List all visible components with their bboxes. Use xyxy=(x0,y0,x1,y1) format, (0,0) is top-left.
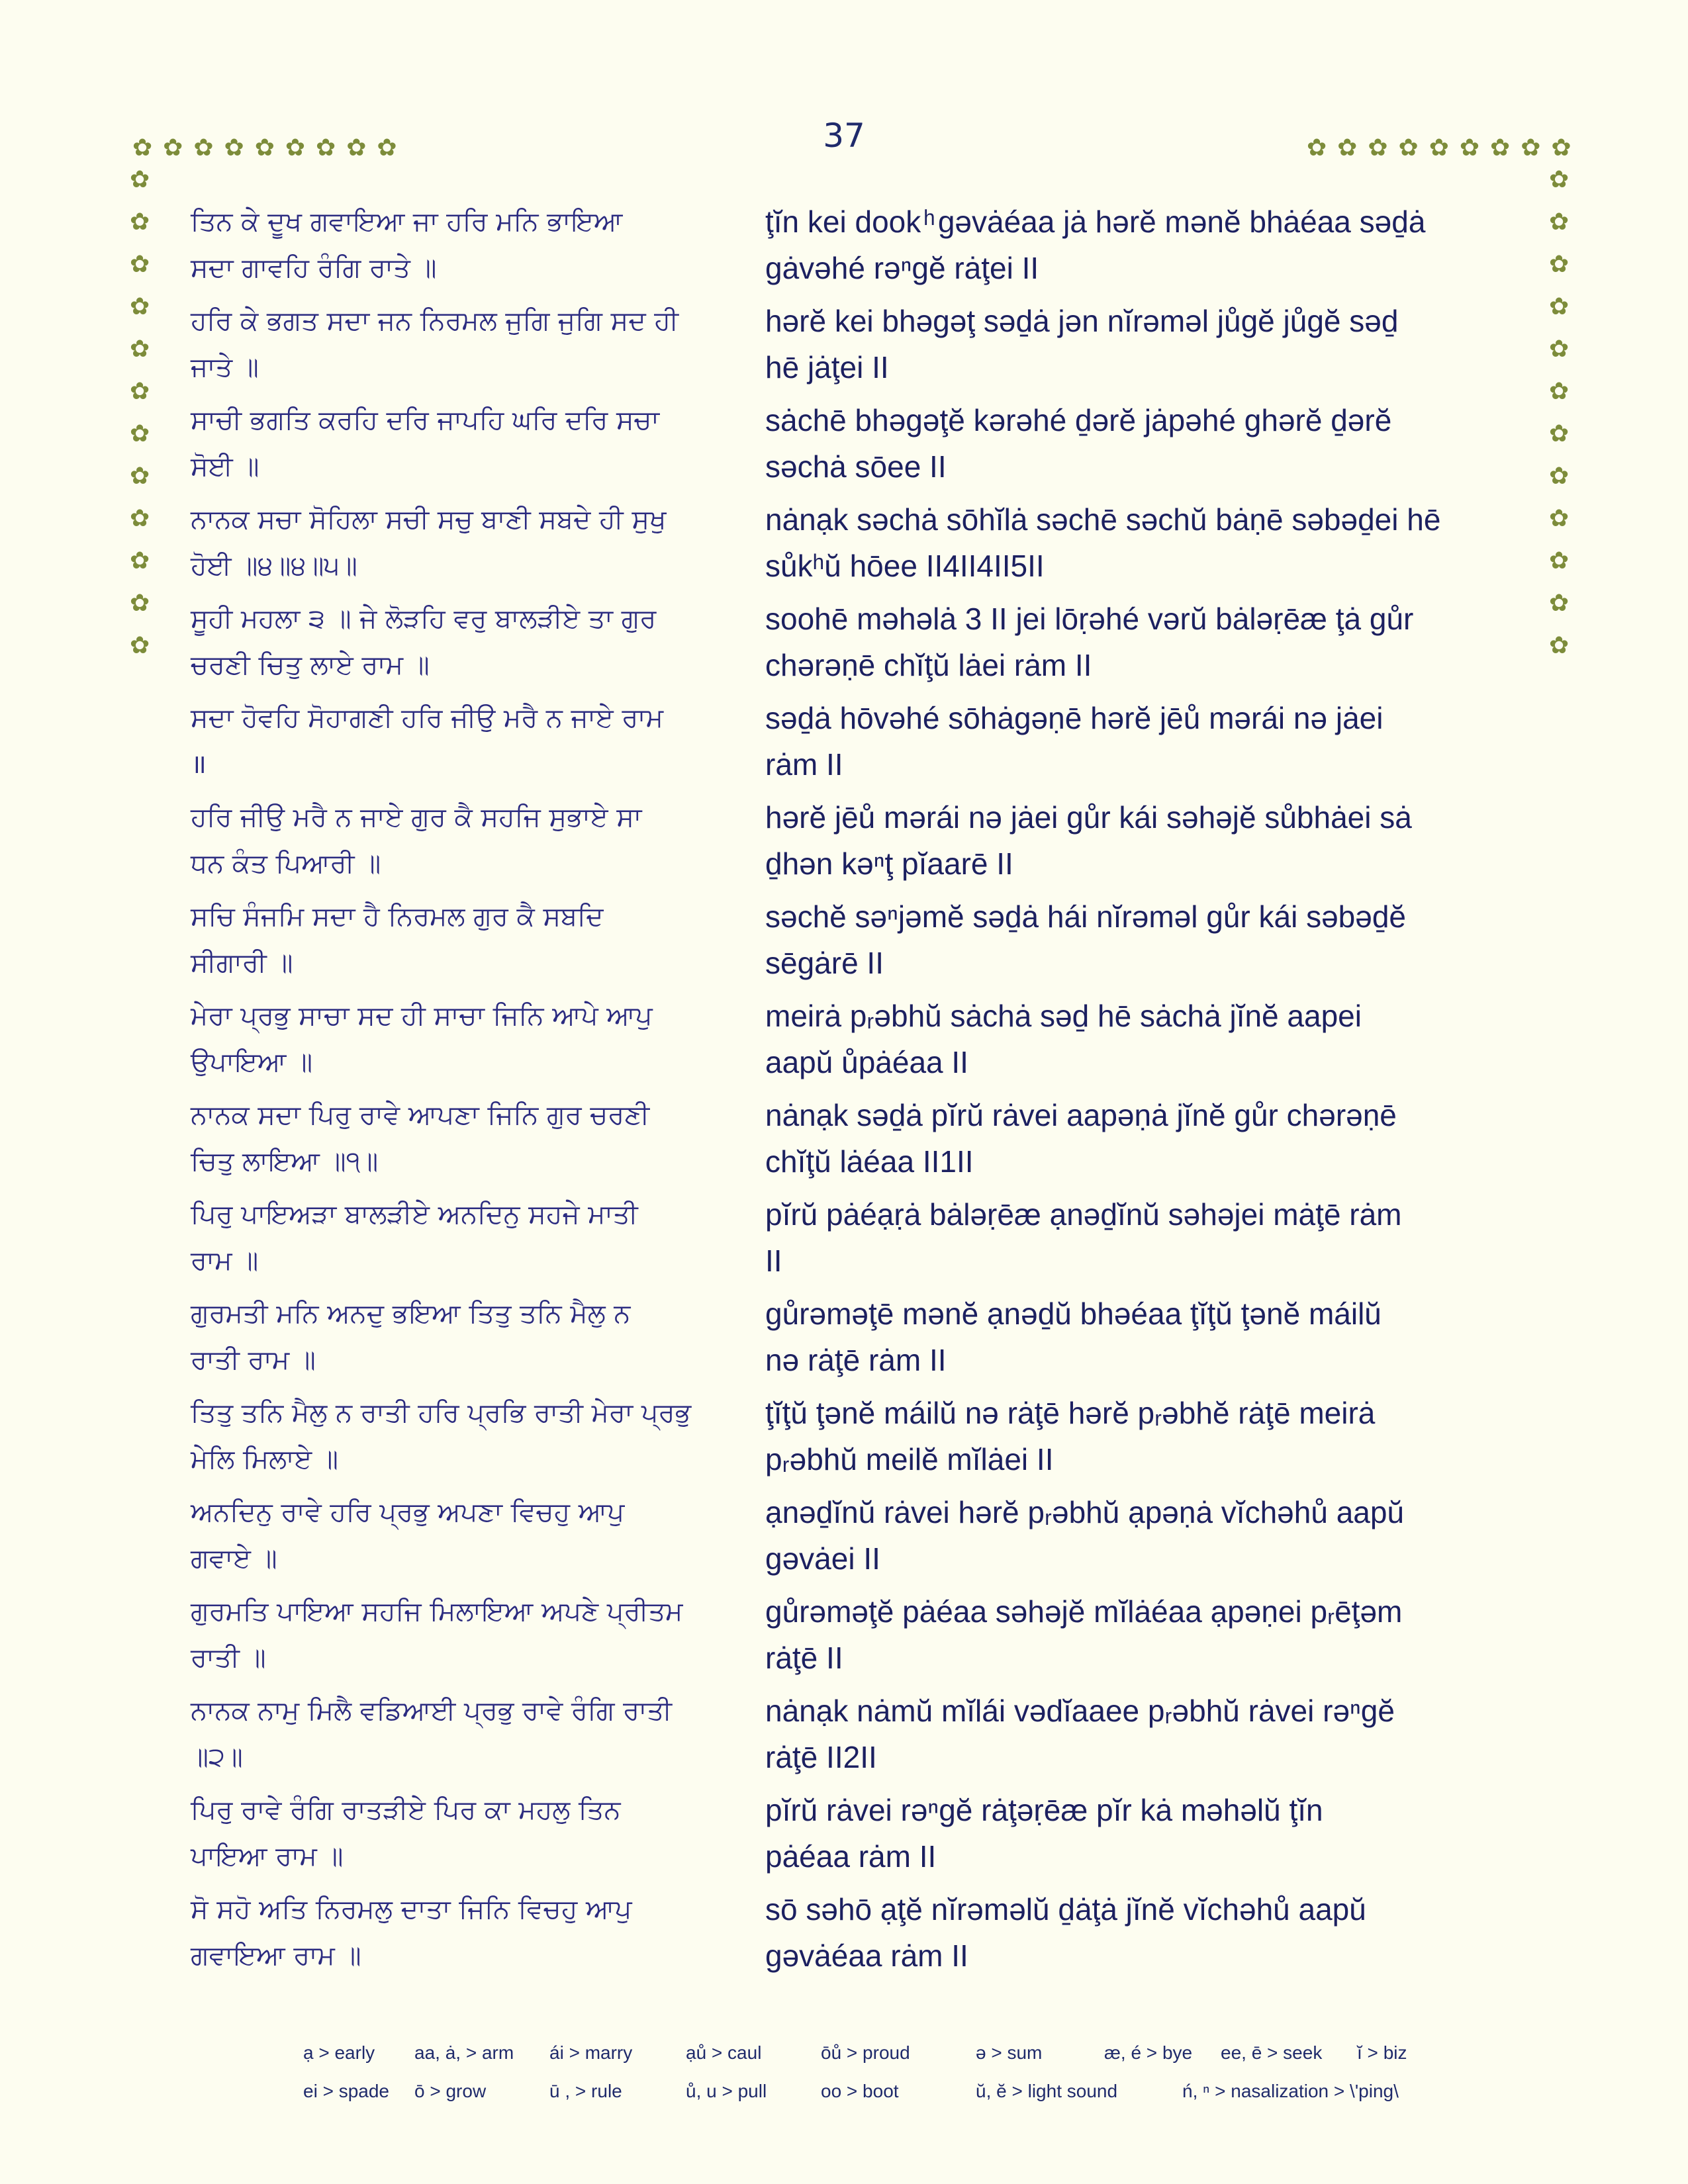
transliteration-text: gůrəməţē mənĕ ạnəḏŭ bhəéaa ţĭţŭ ţənĕ máilŭ nə rȧţē rȧm II xyxy=(765,1297,1382,1377)
flower-icon: ✿ xyxy=(254,134,275,161)
flower-icon: ✿ xyxy=(1549,505,1570,532)
flower-icon: ✿ xyxy=(1549,251,1570,278)
verse-row xyxy=(191,496,1528,596)
flower-icon: ✿ xyxy=(1549,293,1570,320)
transliteration-text: gůrəməţĕ pȧéaa səhəjĕ mĭlȧéaa ạpəṇei pᵣēţəm rȧţē II xyxy=(765,1594,1403,1675)
flower-icon: ✿ xyxy=(346,134,367,161)
flower-icon: ✿ xyxy=(1429,134,1449,161)
verse-row xyxy=(191,397,1528,496)
verse-row xyxy=(191,1886,1528,1985)
ornament-right-column xyxy=(1549,168,1569,658)
transliteration-text: ţĭn kei dook ͪ gəvȧéaa jȧ hərĕ mənĕ bhȧéaa səḏȧ gȧvəhé rəⁿgĕ rȧţei II xyxy=(765,205,1426,285)
gurmukhi-text: ਹਰਿ ਕੇ ਭਗਤ ਸਦਾ ਜਨ ਨਿਰਮਲ ਜੁਗਿ ਜੁਗਿ ਸਦ ਹੀ ਜਾਤੇ ॥ xyxy=(191,306,679,383)
gurmukhi-text: ਸਾਚੀ ਭਗਤਿ ਕਰਹਿ ਦਰਿ ਜਾਪਹਿ ਘਰਿ ਦਰਿ ਸਚਾ ਸੋਈ ॥ xyxy=(191,405,660,482)
verse-row xyxy=(191,695,1528,794)
verse-row xyxy=(191,1787,1528,1886)
flower-icon: ✿ xyxy=(1368,134,1388,161)
transliteration-text: hərĕ kei bhəgəţ səḏȧ jən nĭrəməl jůgĕ jůgĕ səḏ hē jȧţei II xyxy=(765,304,1399,385)
flower-icon: ✿ xyxy=(1490,134,1511,161)
transliteration-text: səḏȧ hōvəhé sōhȧgəṇē hərĕ jēů mərái nə jȧei rȧm II xyxy=(765,701,1383,782)
flower-icon: ✿ xyxy=(1549,166,1570,193)
transliteration-text: ạnəḏĭnŭ rȧvei hərĕ pᵣəbhŭ ạpəṇȧ vĭchəhů aapŭ gəvȧei II xyxy=(765,1495,1405,1576)
flower-icon: ✿ xyxy=(1459,134,1480,161)
transliteration-text: soohē məhəlȧ 3 II jei lōṛəhé vərŭ bȧləṛēæ ţȧ gůr chərəṇē chĭţŭ lȧei rȧm II xyxy=(765,602,1414,682)
legend-row xyxy=(303,2042,1468,2081)
transliteration-text: nȧnạk nȧmŭ mĭlái vədĭaaee pᵣəbhŭ rȧvei rəⁿgĕ rȧţē II2II xyxy=(765,1694,1395,1774)
flower-icon: ✿ xyxy=(130,547,150,574)
gurmukhi-text: ਤਿਤੁ ਤਨਿ ਮੈਲੁ ਨ ਰਾਤੀ ਹਰਿ ਪ੍ਰਭਿ ਰਾਤੀ ਮੇਰਾ ਪ੍ਰਭੁ ਮੇਲਿ ਮਿਲਾਏ ॥ xyxy=(191,1398,692,1475)
flower-icon: ✿ xyxy=(163,134,183,161)
flower-icon: ✿ xyxy=(130,632,150,659)
gurmukhi-text: ਨਾਨਕ ਸਚਾ ਸੋਹਿਲਾ ਸਚੀ ਸਚੁ ਬਾਣੀ ਸਬਦੇ ਹੀ ਸੁਖੁ ਹੋਈ ॥੪॥੪॥੫॥ xyxy=(191,504,667,581)
legend-item: ee, ē > seek xyxy=(1221,2042,1323,2063)
legend-item: ń, ⁿ > nasalization > \'ping\ xyxy=(1182,2081,1399,2101)
verse-row xyxy=(191,1191,1528,1291)
gurmukhi-text: ਨਾਨਕ ਸਦਾ ਪਿਰੁ ਰਾਵੇ ਆਪਣਾ ਜਿਨਿ ਗੁਰ ਚਰਣੀ ਚਿਤੁ ਲਾਇਆ ॥੧॥ xyxy=(191,1100,650,1177)
flower-icon: ✿ xyxy=(130,166,150,193)
ornament-top-left xyxy=(132,136,397,160)
transliteration-text: sō səhō ạţĕ nĭrəməlŭ ḏȧţȧ jĭnĕ vĭchəhů aapŭ gəvȧéaa rȧm II xyxy=(765,1892,1366,1973)
flower-icon: ✿ xyxy=(130,463,150,490)
verse-row xyxy=(191,1390,1528,1489)
flower-icon: ✿ xyxy=(1549,547,1570,574)
verse-row xyxy=(191,1688,1528,1787)
gurmukhi-text: ਪਿਰੁ ਰਾਵੇ ਰੰਗਿ ਰਾਤੜੀਏ ਪਿਰ ਕਾ ਮਹਲੁ ਤਿਨ ਪਾਇਆ ਰਾਮ ॥ xyxy=(191,1795,621,1872)
flower-icon: ✿ xyxy=(1551,134,1571,161)
flower-icon: ✿ xyxy=(1549,632,1570,659)
transliteration-text: meirȧ pᵣəbhŭ sȧchȧ səḏ hē sȧchȧ jĭnĕ aapei aapŭ ůpȧéaa II xyxy=(765,999,1362,1079)
pronunciation-legend xyxy=(303,2042,1468,2119)
legend-item: ạů > caul xyxy=(686,2042,762,2063)
transliteration-text: hərĕ jēů mərái nə jȧei gůr kái səhəjĕ sůbhȧei sȧ ḏhən kəⁿţ pĭaarē II xyxy=(765,800,1412,881)
flower-icon: ✿ xyxy=(1521,134,1541,161)
verse-row xyxy=(191,298,1528,397)
legend-item: ō > grow xyxy=(414,2081,487,2101)
transliteration-text: nȧnạk səchȧ sōhĭlȧ səchē səchŭ bȧṇē səbəḏei hē sůkʰŭ hōee II4II4II5II xyxy=(765,502,1441,583)
page-number: 37 xyxy=(823,116,865,155)
legend-item: ū , > rule xyxy=(549,2081,622,2101)
flower-icon: ✿ xyxy=(1307,134,1327,161)
flower-icon: ✿ xyxy=(130,590,150,617)
flower-icon: ✿ xyxy=(224,134,244,161)
legend-item: æ, é > bye xyxy=(1104,2042,1193,2063)
verse-row xyxy=(191,1092,1528,1191)
verse-row xyxy=(191,1489,1528,1588)
transliteration-text: pĭrŭ rȧvei rəⁿgĕ rȧţəṛēæ pĭr kȧ məhəlŭ ţĭn pȧéaa rȧm II xyxy=(765,1793,1323,1874)
legend-item: ōů > proud xyxy=(821,2042,910,2063)
flower-icon: ✿ xyxy=(1398,134,1419,161)
flower-icon: ✿ xyxy=(316,134,336,161)
flower-icon: ✿ xyxy=(130,251,150,278)
gurmukhi-text: ਹਰਿ ਜੀਉ ਮਰੈ ਨ ਜਾਏ ਗੁਰ ਕੈ ਸਹਜਿ ਸੁਭਾਏ ਸਾ ਧਨ ਕੰਤ ਪਿਆਰੀ ॥ xyxy=(191,802,642,879)
gurmukhi-text: ਸੋ ਸਹੋ ਅਤਿ ਨਿਰਮਲੁ ਦਾਤਾ ਜਿਨਿ ਵਿਚਹੁ ਆਪੁ ਗਵਾਇਆ ਰਾਮ ॥ xyxy=(191,1894,632,1971)
flower-icon: ✿ xyxy=(1549,463,1570,490)
flower-icon: ✿ xyxy=(193,134,214,161)
transliteration-text: pĭrŭ pȧéạṛȧ bȧləṛēæ ạnəḏĭnŭ səhəjei mȧţē rȧm II xyxy=(765,1197,1402,1278)
verse-row xyxy=(191,993,1528,1092)
legend-row xyxy=(303,2081,1468,2119)
flower-icon: ✿ xyxy=(1549,336,1570,363)
gurmukhi-text: ਤਿਨ ਕੇ ਦੂਖ ਗਵਾਇਆ ਜਾ ਹਰਿ ਮਨਿ ਭਾਇਆ ਸਦਾ ਗਾਵਹਿ ਰੰਗਿ ਰਾਤੇ ॥ xyxy=(191,206,623,283)
flower-icon: ✿ xyxy=(1549,208,1570,236)
verse-row xyxy=(191,596,1528,695)
legend-item: ĭ > biz xyxy=(1357,2042,1407,2063)
legend-item: aa, ȧ, > arm xyxy=(414,2042,514,2063)
transliteration-text: səchĕ səⁿjəmĕ səḏȧ hái nĭrəməl gůr kái səbəḏĕ sēgȧrē II xyxy=(765,899,1406,980)
transliteration-text: nȧnạk səḏȧ pĭrŭ rȧvei aapəṇȧ jĭnĕ gůr chərəṇē chĭţŭ lȧéaa II1II xyxy=(765,1098,1397,1179)
flower-icon: ✿ xyxy=(130,420,150,447)
gurmukhi-text: ਨਾਨਕ ਨਾਮੁ ਮਿਲੈ ਵਡਿਆਈ ਪ੍ਰਭੁ ਰਾਵੇ ਰੰਗਿ ਰਾਤੀ ॥੨॥ xyxy=(191,1696,673,1772)
gurmukhi-text: ਸਚਿ ਸੰਜਮਿ ਸਦਾ ਹੈ ਨਿਰਮਲ ਗੁਰ ਕੈ ਸਬਦਿ ਸੀਗਾਰੀ ॥ xyxy=(191,901,604,978)
gurmukhi-text: ਪਿਰੁ ਪਾਇਅੜਾ ਬਾਲੜੀਏ ਅਨਦਿਨੁ ਸਹਜੇ ਮਾਤੀ ਰਾਮ ॥ xyxy=(191,1199,638,1276)
ornament-left-column xyxy=(130,168,150,658)
verse-row xyxy=(191,199,1528,298)
verse-row xyxy=(191,1588,1528,1688)
flower-icon: ✿ xyxy=(1549,590,1570,617)
flower-icon: ✿ xyxy=(130,336,150,363)
legend-item: ei > spade xyxy=(303,2081,389,2101)
gurmukhi-text: ਸਦਾ ਹੋਵਹਿ ਸੋਹਾਗਣੀ ਹਰਿ ਜੀਉ ਮਰੈ ਨ ਜਾਏ ਰਾਮ ॥ xyxy=(191,703,664,780)
legend-item: ə > sum xyxy=(976,2042,1043,2063)
flower-icon: ✿ xyxy=(1549,420,1570,447)
legend-item: ů, u > pull xyxy=(686,2081,767,2101)
transliteration-text: sȧchē bhəgəţĕ kərəhé ḏərĕ jȧpəhé ghərĕ ḏərĕ səchȧ sōee II xyxy=(765,403,1392,484)
verse-row xyxy=(191,1291,1528,1390)
gurmukhi-text: ਮੇਰਾ ਪ੍ਰਭੁ ਸਾਚਾ ਸਦ ਹੀ ਸਾਚਾ ਜਿਨਿ ਆਪੇ ਆਪੁ ਉਪਾਇਆ ॥ xyxy=(191,1001,653,1077)
gurmukhi-text: ਸੂਹੀ ਮਹਲਾ ੩ ॥ ਜੇ ਲੋੜਹਿ ਵਰੁ ਬਾਲੜੀਏ ਤਾ ਗੁਰ ਚਰਣੀ ਚਿਤੁ ਲਾਏ ਰਾਮ ॥ xyxy=(191,604,657,680)
gurmukhi-text: ਗੁਰਮਤੀ ਮਨਿ ਅਨਦੁ ਭਇਆ ਤਿਤੁ ਤਨਿ ਮੈਲੁ ਨ ਰਾਤੀ ਰਾਮ ॥ xyxy=(191,1298,631,1375)
ornament-top-right xyxy=(1307,136,1571,160)
flower-icon: ✿ xyxy=(377,134,397,161)
legend-item: ŭ, ĕ > light sound xyxy=(976,2081,1118,2101)
legend-item: oo > boot xyxy=(821,2081,899,2101)
flower-icon: ✿ xyxy=(130,378,150,405)
flower-icon: ✿ xyxy=(1337,134,1358,161)
verse-list xyxy=(191,199,1528,1985)
gurmukhi-text: ਗੁਰਮਤਿ ਪਾਇਆ ਸਹਜਿ ਮਿਲਾਇਆ ਅਪਣੇ ਪ੍ਰੀਤਮ ਰਾਤੀ ॥ xyxy=(191,1596,683,1673)
verse-row xyxy=(191,794,1528,893)
flower-icon: ✿ xyxy=(130,505,150,532)
verse-row xyxy=(191,893,1528,993)
flower-icon: ✿ xyxy=(285,134,306,161)
gurmukhi-text: ਅਨਦਿਨੁ ਰਾਵੇ ਹਰਿ ਪ੍ਰਭੁ ਅਪਣਾ ਵਿਚਹੁ ਆਪੁ ਗਵਾਏ ॥ xyxy=(191,1497,625,1574)
flower-icon: ✿ xyxy=(1549,378,1570,405)
flower-icon: ✿ xyxy=(130,293,150,320)
legend-item: ái > marry xyxy=(549,2042,633,2063)
legend-item: ạ > early xyxy=(303,2042,375,2063)
flower-icon: ✿ xyxy=(130,208,150,236)
transliteration-text: ţĭţŭ ţənĕ máilŭ nə rȧţē hərĕ pᵣəbhĕ rȧţē meirȧ pᵣəbhŭ meilĕ mĭlȧei II xyxy=(765,1396,1376,1477)
flower-icon: ✿ xyxy=(132,134,153,161)
